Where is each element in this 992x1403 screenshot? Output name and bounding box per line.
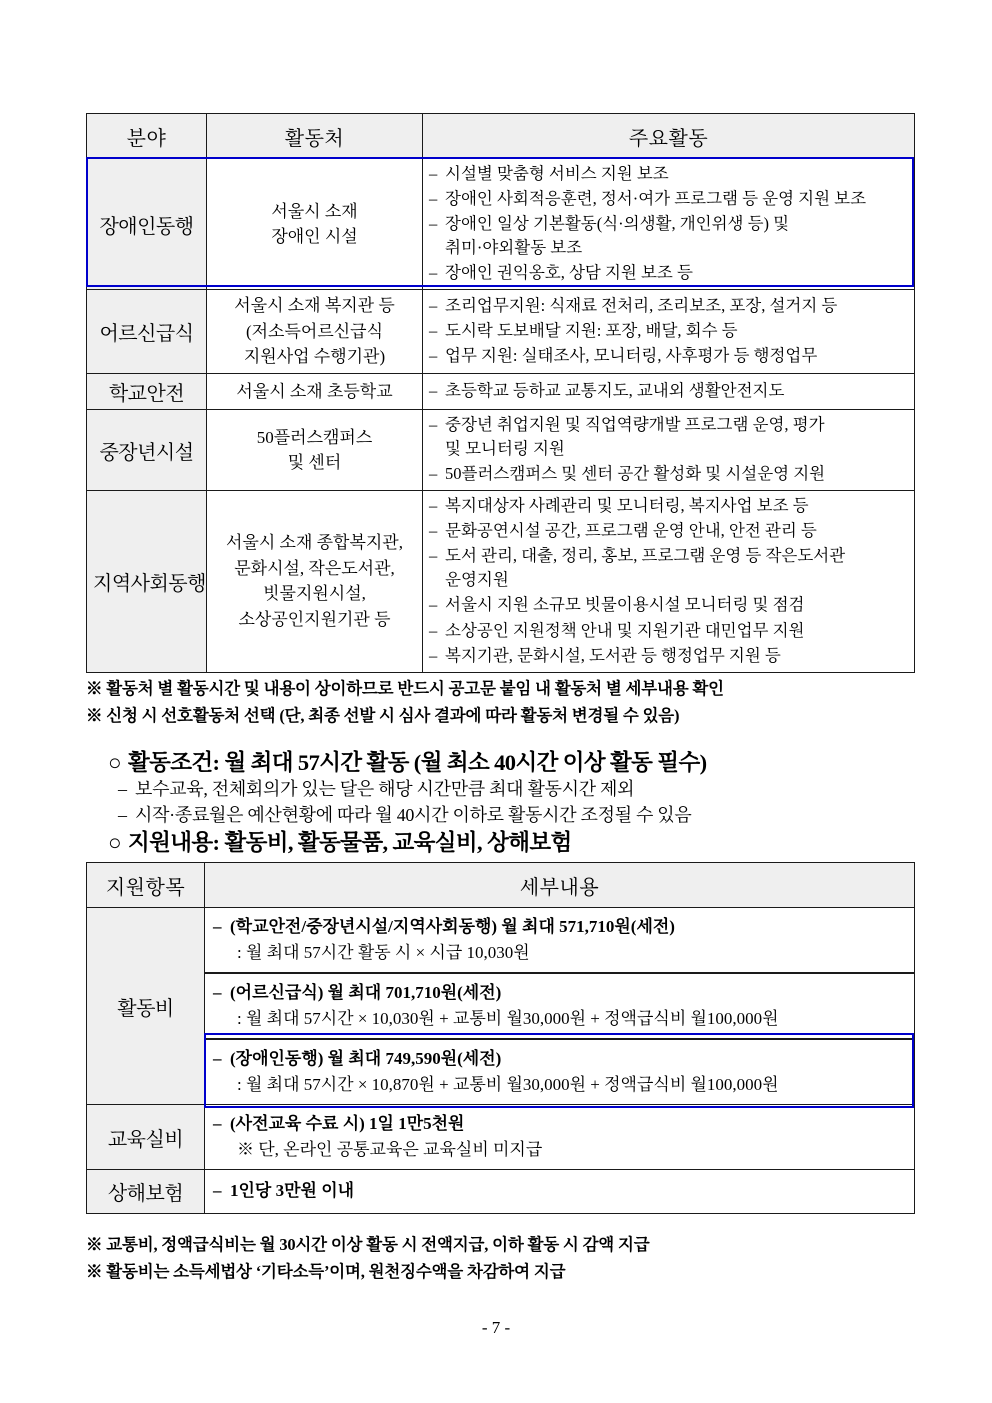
place-line: 서울시 소재 복지관 등 — [234, 296, 395, 316]
support-subrow — [205, 1172, 914, 1211]
place-cell — [207, 373, 423, 409]
note-line: ※ 신청 시 선호활동처 선택 (단, 최종 선발 시 심사 결과에 따라 활동처 변경될 수 있음) — [86, 705, 680, 725]
note-line: ※ 교통비, 정액급식비는 월 30시간 이상 활동 시 전액지급, 이하 활동 시 감액 지급 — [86, 1235, 650, 1254]
note-line: ※ 활동처 별 활동시간 및 내용이 상이하므로 반드시 공고문 붙임 내 활동처 별 세부내용 확인 — [86, 679, 724, 698]
support-item-label: 활동비 — [87, 908, 205, 1105]
circle-bullet-icon: ○ — [108, 750, 121, 775]
condition-dash-item: – 시작·종료월은 예산현황에 따라 월 40시간 이하로 활동시간 조정될 수 있음 — [108, 803, 948, 829]
notes-top — [86, 676, 724, 729]
support-subrow-detail: : 월 최대 57시간 활동 시 × 시급 10,030원 — [237, 942, 530, 962]
place-line: 장애인 시설 — [271, 227, 358, 247]
activity-item — [429, 413, 908, 461]
place-line: 서울시 소재 — [271, 201, 358, 221]
field-label-cell: 장애인동행 — [87, 159, 207, 290]
support-item-label: 교육실비 — [87, 1105, 205, 1170]
activity-item: – 도시락 도보배달 지원: 포장, 배달, 회수 등 — [429, 319, 908, 343]
activities-cell — [423, 491, 915, 673]
place-line: 빗물지원시설, — [263, 584, 366, 604]
support-subrow — [205, 1105, 914, 1169]
place-line: 소상공인지원기관 등 — [238, 609, 391, 629]
table-row — [87, 159, 915, 290]
support-detail-cell — [205, 908, 915, 1105]
activity-item: – 조리업무지원: 식재료 전처리, 조리보조, 포장, 설거지 등 — [429, 294, 908, 318]
activities-cell — [423, 373, 915, 409]
table-row — [87, 908, 915, 1105]
condition-dash-item: – 보수교육, 전체회의가 있는 달은 해당 시간만큼 최대 활동시간 제외 — [108, 777, 948, 803]
activity-item: – 초등학교 등하교 교통지도, 교내외 생활안전지도 — [429, 379, 908, 403]
condition-text: 활동조건: 월 최대 57시간 활동 (월 최소 40시간 이상 활동 필수) — [128, 750, 707, 775]
field-label-cell: 중장년시설 — [87, 409, 207, 490]
activity-item: – 문화공연시설 공간, 프로그램 운영 안내, 안전 관리 등 — [429, 519, 908, 543]
table-row — [87, 409, 915, 490]
support-item-label: 상해보험 — [87, 1170, 205, 1214]
activity-continuation: 및 모니터링 지원 — [445, 438, 565, 458]
activity-item: – 장애인 사회적응훈련, 정서·여가 프로그램 등 운영 지원 보조 — [429, 187, 908, 211]
activity-item: – 소상공인 지원정책 안내 및 지원기관 대민업무 지원 — [429, 619, 908, 643]
column-header-field: 분야 — [87, 114, 207, 159]
place-line: 및 센터 — [287, 453, 342, 472]
place-cell — [207, 290, 423, 374]
support-subrow-title: – (사전교육 수료 시) 1일 1만5천원 — [213, 1111, 906, 1137]
activities-cell — [423, 290, 915, 374]
support-subrow — [205, 908, 914, 973]
activity-text: 도서 관리, 대출, 정리, 홍보, 프로그램 운영 등 작은도서관 — [445, 546, 846, 566]
support-detail-cell — [205, 1105, 915, 1170]
circle-bullet-icon: ○ — [108, 830, 121, 856]
support-subrow-detail: ※ 단, 온라인 공통교육은 교육실비 미지급 — [237, 1139, 543, 1159]
table-row — [87, 1170, 915, 1214]
activity-item: – 시설별 맞춤형 서비스 지원 보조 — [429, 162, 908, 186]
support-detail-cell — [205, 1170, 915, 1214]
place-cell — [207, 491, 423, 673]
place-line: 지원사업 수행기관) — [243, 347, 386, 367]
place-line: 서울시 소재 초등학교 — [236, 381, 393, 401]
activity-text: 중장년 취업지원 및 직업역량개발 프로그램 운영, 평가 — [445, 414, 825, 434]
field-label-cell: 학교안전 — [87, 373, 207, 409]
support-subrow-highlighted — [205, 1039, 914, 1104]
activity-item: – 복지대상자 사례관리 및 모니터링, 복지사업 보조 등 — [429, 494, 908, 518]
support-subrow-title: – (장애인동행) 월 최대 749,590원(세전) — [213, 1046, 906, 1072]
activity-item: – 50플러스캠퍼스 및 센터 공간 활성화 및 시설운영 지원 — [429, 462, 908, 486]
activity-item — [429, 212, 908, 260]
column-header-support-item: 지원항목 — [87, 863, 205, 908]
activity-item: – 복지기관, 문화시설, 도서관 등 행정업무 지원 등 — [429, 644, 908, 668]
place-line: (저소득어르신급식 — [245, 321, 384, 341]
place-cell — [207, 159, 423, 290]
support-table — [86, 862, 915, 1214]
activities-cell — [423, 159, 915, 290]
condition-circle-item — [108, 748, 948, 777]
support-subrow-detail: : 월 최대 57시간 × 10,870원 + 교통비 월30,000원 + 정액급식비 월100,000원 — [237, 1074, 779, 1094]
activity-item — [429, 544, 908, 592]
support-subrow-detail: : 월 최대 57시간 × 10,030원 + 교통비 월30,000원 + 정액급식비 월100,000원 — [237, 1008, 779, 1028]
activity-text: 장애인 일상 기본활동(식·의생활, 개인위생 등) 및 — [445, 214, 790, 234]
condition-circle-item — [108, 828, 948, 857]
page-number: - 7 - — [481, 1318, 511, 1337]
column-header-support-detail: 세부내용 — [205, 863, 915, 908]
activity-item: – 장애인 권익옹호, 상담 지원 보조 등 — [429, 261, 908, 285]
notes-bottom — [86, 1232, 649, 1285]
conditions-block — [108, 748, 948, 858]
table-row — [87, 491, 915, 673]
column-header-place: 활동처 — [207, 114, 423, 159]
table-row — [87, 1105, 915, 1170]
table-header-row — [87, 114, 915, 159]
activity-table — [86, 113, 915, 673]
activity-item: – 업무 지원: 실태조사, 모니터링, 사후평가 등 행정업무 — [429, 344, 908, 368]
activity-continuation: 운영지원 — [445, 570, 509, 590]
field-label-cell: 어르신급식 — [87, 290, 207, 374]
table-row — [87, 290, 915, 374]
note-line: ※ 활동비는 소득세법상 ‘기타소득’이며, 원천징수액을 차감하여 지급 — [86, 1261, 566, 1281]
table-row — [87, 373, 915, 409]
place-line: 서울시 소재 종합복지관, — [226, 533, 403, 553]
activities-cell — [423, 409, 915, 490]
place-line: 50플러스캠퍼스 — [256, 427, 373, 447]
support-subrow — [205, 973, 914, 1039]
support-subrow-title: – (학교안전/중장년시설/지역사회동행) 월 최대 571,710원(세전) — [213, 914, 906, 940]
activity-item: – 서울시 지원 소규모 빗물이용시설 모니터링 및 점검 — [429, 593, 908, 617]
place-line: 문화시설, 작은도서관, — [234, 558, 395, 578]
column-header-activities: 주요활동 — [423, 114, 915, 159]
support-subrow-title: – (어르신급식) 월 최대 701,710원(세전) — [213, 980, 906, 1006]
table-header-row — [87, 863, 915, 908]
activity-continuation: 취미·야외활동 보조 — [445, 238, 583, 258]
field-label-cell: 지역사회동행 — [87, 491, 207, 673]
condition-text: 지원내용: 활동비, 활동물품, 교육실비, 상해보험 — [128, 830, 572, 856]
support-subrow-title: – 1인당 3만원 이내 — [213, 1178, 906, 1204]
place-cell — [207, 409, 423, 490]
